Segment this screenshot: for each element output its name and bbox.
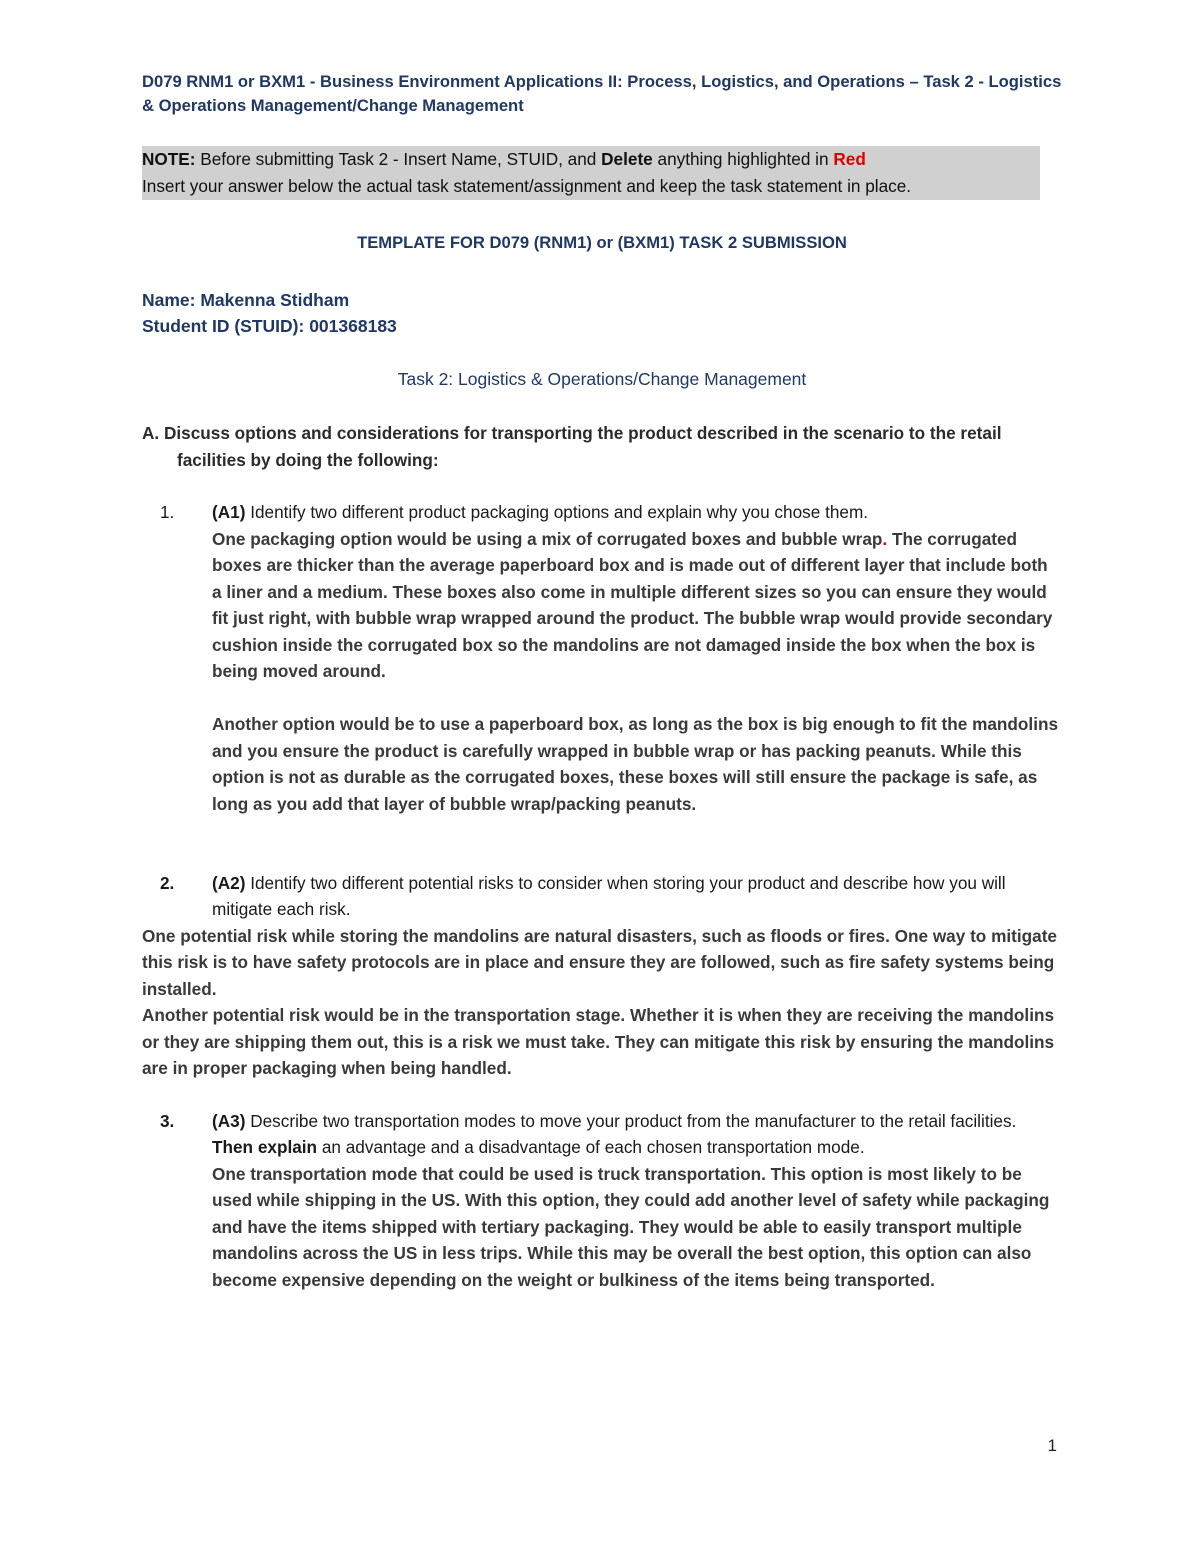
- task-title: Task 2: Logistics & Operations/Change Management: [397, 368, 807, 389]
- answer-text-rest: The corrugated boxes are thicker than the average paperboard box and is made out of different layer that include both a liner and a medium. These boxes also come in multiple different sizes so you can ensure they would fit just right, with bubble wrap wrapped around the product. The bubble wrap would provide secondary cushion inside the corrugated box so the mandolins are not damaged inside the box when the box is being moved around.: [212, 528, 1053, 681]
- answer-red-dot: .: [882, 528, 888, 549]
- note-highlight-block: [142, 146, 1040, 200]
- note-text-part2: anything highlighted in: [652, 149, 834, 169]
- question-text: Describe two transportation modes to move your product from the manufacturer to the retail facilities.: [245, 1110, 1017, 1131]
- note-delete-word: Delete: [601, 149, 653, 169]
- student-info: [142, 287, 1062, 340]
- list-number: 3.: [160, 1110, 175, 1131]
- answer-a1-paragraph1: [212, 526, 1062, 685]
- question-tag: (A3): [212, 1110, 246, 1131]
- list-number: 2.: [160, 872, 175, 893]
- list-item-a2: [142, 870, 1062, 923]
- answer-a2-paragraph2: Another potential risk would be in the transportation stage. Whether it is when they are receiving the mandolins or they are shipping them out, this is a risk we must take. They can mitigate this risk by ensuring the mandolins are in proper packaging when being handled.: [142, 1005, 1055, 1078]
- document-body: [142, 70, 1062, 1293]
- answer-a1-paragraph2: Another option would be to use a paperboard box, as long as the box is big enough to fit the mandolins and you ensure the product is carefully wrapped in bubble wrap or has packing peanuts. While this option is not as durable as the corrugated boxes, these boxes will still ensure the package is safe, as long as you add that layer of bubble wrap/packing peanuts.: [212, 714, 1059, 814]
- document-header: [142, 70, 1062, 118]
- note-label: NOTE:: [142, 149, 196, 169]
- question-tag: (A2): [212, 872, 246, 893]
- note-text-part1: Before submitting Task 2 - Insert Name, STUID, and: [195, 149, 602, 169]
- note-red-word: Red: [833, 149, 866, 169]
- answer-a3-paragraph1: One transportation mode that could be used is truck transportation. This option is most likely to be used while shipping in the US. With this option, they could add another level of safety while packaging and have the items shipped with tertiary packaging. They would be able to easily transport multiple mandolins across the US in less trips. While this may be overall the best option, this option can also become expensive depending on the weight or bulkiness of the items being transported.: [212, 1163, 1050, 1290]
- section-a-heading: A. Discuss options and considerations for transporting the product described in the scenario to the retail facilities by doing the following:: [142, 423, 1002, 470]
- question-text: Identify two different product packaging options and explain why you chose them.: [245, 502, 869, 522]
- student-id: Student ID (STUID): 001368183: [142, 316, 397, 336]
- question-bold-text: Then explain: [212, 1137, 318, 1157]
- answer-text: One packaging option would be using a mix of corrugated boxes and bubble wrap: [212, 528, 883, 549]
- question-a1: [212, 499, 1062, 526]
- note-line2: Insert your answer below the actual task statement/assignment and keep the task statement in place.: [142, 175, 912, 196]
- answer-a2-paragraph1: One potential risk while storing the mandolins are natural disasters, such as floods or fires. One way to mitigate this risk is to have safety protocols are in place and ensure they are followed, such as fire safety systems being installed.: [142, 925, 1057, 999]
- page-number: 1: [1047, 1436, 1057, 1455]
- question-text-rest: an advantage and a disadvantage of each chosen transportation mode.: [317, 1137, 865, 1157]
- student-name: Name: Makenna Stidham: [142, 289, 350, 310]
- question-a3: [212, 1108, 1062, 1161]
- list-item-a3: [142, 1108, 1062, 1294]
- question-text: Identify two different potential risks to consider when storing your product and describe how you will mitigate each risk.: [212, 872, 1006, 919]
- header-title-line1: D079 RNM1 or BXM1 - Business Environment Applications II: Process, Logistics, and Operations – Task 2 - Logistics: [142, 72, 1062, 91]
- question-a2: [212, 870, 1062, 923]
- list-number: 1.: [160, 502, 175, 522]
- list-item-a1: [142, 499, 1062, 817]
- template-title: TEMPLATE FOR D079 (RNM1) or (BXM1) TASK 2 SUBMISSION: [357, 233, 847, 252]
- note-line1: [142, 146, 1040, 173]
- header-title-line2: & Operations Management/Change Management: [142, 96, 524, 115]
- question-tag: (A1): [212, 502, 246, 522]
